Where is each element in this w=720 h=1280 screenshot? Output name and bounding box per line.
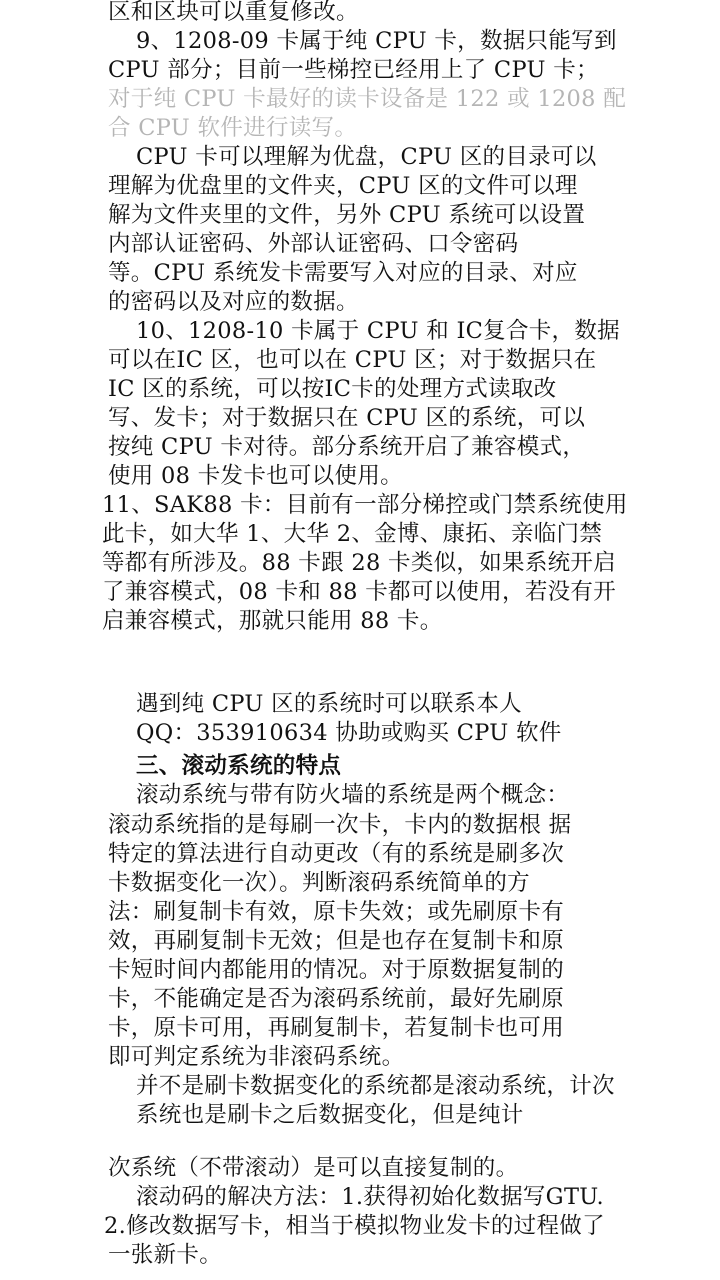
text-line: 一张新卡。	[108, 1242, 223, 1268]
text-line: 并不是刷卡数据变化的系统都是滚动系统，计次	[136, 1073, 615, 1099]
text-line: 可以在IC 区，也可以在 CPU 区；对于数据只在	[108, 347, 597, 373]
text-line: 特定的算法进行自动更改（有的系统是刷多次	[108, 841, 565, 867]
text-line: 遇到纯 CPU 区的系统时可以联系本人	[136, 691, 522, 717]
text-line: 写、发卡；对于数据只在 CPU 区的系统，可以	[108, 405, 586, 431]
text-line: 滚动系统指的是每刷一次卡，卡内的数据根 据	[108, 812, 572, 838]
text-line: 按纯 CPU 卡对待。部分系统开启了兼容模式，	[108, 434, 586, 460]
text-line: 等。CPU 系统发卡需要写入对应的目录、对应	[108, 260, 578, 286]
text-line: 卡，不能确定是否为滚码系统前，最好先刷原	[108, 986, 565, 1012]
text-line: 滚动码的解决方法：1.获得初始化数据写GTU.	[136, 1184, 604, 1210]
text-line: CPU 卡可以理解为优盘，CPU 区的目录可以	[136, 144, 597, 170]
text-line: 卡短时间内都能用的情况。对于原数据复制的	[108, 957, 565, 983]
text-line: 9、1208-09 卡属于纯 CPU 卡，数据只能写到	[136, 28, 617, 54]
text-line: 11、SAK88 卡：目前有一部分梯控或门禁系统使用	[102, 492, 628, 518]
text-line: 滚动系统与带有防火墙的系统是两个概念：	[136, 782, 570, 808]
text-line: 了兼容模式，08 卡和 88 卡都可以使用，若没有开	[102, 579, 617, 605]
text-line: 理解为优盘里的文件夹，CPU 区的文件可以理	[108, 173, 578, 199]
contact-line: QQ：353910634 协助或购买 CPU 软件	[136, 720, 562, 746]
text-line: 系统也是刷卡之后数据变化，但是纯计	[136, 1102, 524, 1128]
text-line: 合 CPU 软件进行读写。	[108, 115, 358, 141]
text-line: 法：刷复制卡有效，原卡失效；或先刷原卡有	[108, 899, 565, 925]
text-line: 2.修改数据写卡，相当于模拟物业发卡的过程做了	[104, 1213, 605, 1239]
text-line: 的密码以及对应的数据。	[108, 289, 359, 315]
text-line: 使用 08 卡发卡也可以使用。	[108, 463, 403, 489]
text-line: 对于纯 CPU 卡最好的读卡设备是 122 或 1208 配	[108, 86, 627, 112]
text-line: CPU 部分；目前一些梯控已经用上了 CPU 卡；	[108, 57, 599, 83]
text-line: IC 区的系统，可以按IC卡的处理方式读取改	[108, 376, 557, 402]
text-line: 此卡，如大华 1、大华 2、金博、康拓、亲临门禁	[102, 521, 603, 547]
text-line: 效，再刷复制卡无效；但是也存在复制卡和原	[108, 928, 565, 954]
text-line: 10、1208-10 卡属于 CPU 和 IC复合卡，数据	[136, 318, 620, 344]
text-line: 解为文件夹里的文件，另外 CPU 系统可以设置	[108, 202, 586, 228]
text-line: 卡数据变化一次）。判断滚码系统简单的方	[108, 870, 530, 896]
text-line: 卡，原卡可用，再刷复制卡，若复制卡也可用	[108, 1015, 565, 1041]
text-line: 启兼容模式，那就只能用 88 卡。	[102, 608, 443, 634]
text-line: 即可判定系统为非滚码系统。	[108, 1044, 405, 1070]
text-line: 区和区块可以重复修改。	[108, 0, 359, 25]
text-line: 内部认证密码、外部认证密码、口令密码	[108, 231, 519, 257]
section-heading: 三、滚动系统的特点	[136, 753, 342, 779]
text-line: 次系统（不带滚动）是可以直接复制的。	[108, 1155, 519, 1181]
text-line: 等都有所涉及。88 卡跟 28 卡类似，如果系统开启	[102, 550, 617, 576]
